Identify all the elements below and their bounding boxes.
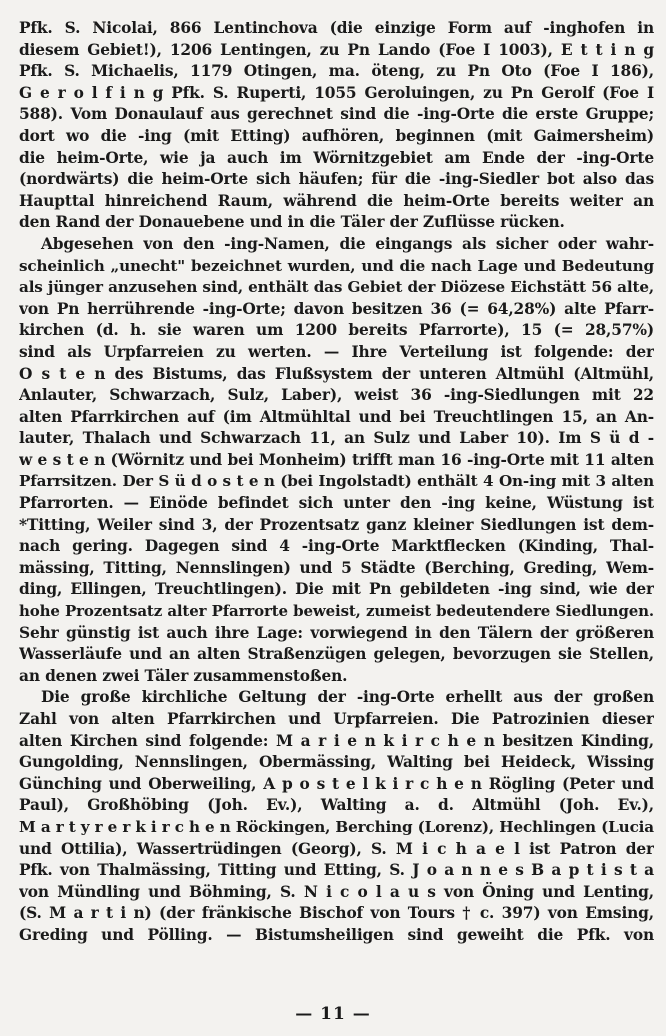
text-line: sind als Urpfarreien zu werten. — Ihre Verteilung ist folgende: der [19, 342, 654, 361]
text-line: O s t e n des Bistums, das Flußsystem der unteren Altmühl (Altmühl, [19, 364, 654, 383]
text-line: G e r o l f i n g Pfk. S. Ruperti, 1055 Geroluingen, zu Pn Gerolf (Foe I [19, 83, 654, 102]
paragraph-1 [19, 18, 654, 234]
text-line: Haupttal hinreichend Raum, während die heim-Orte bereits weiter an [19, 191, 654, 210]
text-line: dort wo die -ing (mit Etting) aufhören, beginnen (mit Gaimersheim) [19, 126, 654, 145]
page-number: — 11 — [295, 1004, 371, 1024]
text-line: Pfk. S. Michaelis, 1179 Otingen, ma. öteng, zu Pn Oto (Foe I 186), [19, 62, 654, 81]
text-line: von Pn herrührende -ing-Orte; davon besitzen 36 (= 64,28%) alte Pfarr- [19, 299, 654, 318]
text-line: Günching und Oberweiling, A p o s t e l k i r c h e n Rögling (Peter und [19, 774, 654, 793]
text-line: w e s t e n (Wörnitz und bei Monheim) trifft man 16 -ing-Orte mit 11 alten [19, 450, 654, 469]
text-line: hohe Prozentsatz alter Pfarrorte beweist, zumeist bedeutendere Siedlungen. [19, 602, 654, 621]
text-line: Gungolding, Nennslingen, Obermässing, Walting bei Heideck, Wissing [19, 753, 654, 772]
text-line: (nordwärts) die heim-Orte sich häufen; für die -ing-Siedler bot also das [19, 170, 654, 189]
text-line: die heim-Orte, wie ja auch im Wörnitzgebiet am Ende der -ing-Orte [19, 148, 654, 167]
text-line: *Titting, Weiler sind 3, der Prozentsatz ganz kleiner Siedlungen ist dem- [19, 515, 654, 534]
text-line: Die große kirchliche Geltung der -ing-Orte erhellt aus der großen [41, 688, 654, 707]
text-line: von Mündling und Böhming, S. N i c o l a u s von Öning und Lenting, [19, 882, 654, 901]
text-line: 588). Vom Donaulauf aus gerechnet sind die -ing-Orte die erste Gruppe; [19, 105, 654, 124]
text-line: diesem Gebiet!), 1206 Lentingen, zu Pn Lando (Foe I 1003), E t t i n g [19, 40, 654, 59]
text-line: alten Kirchen sind folgende: M a r i e n k i r c h e n besitzen Kinding, [19, 731, 654, 750]
text-line: lauter, Thalach und Schwarzach 11, an Sulz und Laber 10). Im S ü d - [19, 429, 654, 448]
text-line: Sehr günstig ist auch ihre Lage: vorwiegend in den Tälern der größeren [19, 623, 654, 642]
text-line: und Ottilia), Wassertrüdingen (Georg), S. M i c h a e l ist Patron der [19, 839, 654, 858]
text-line: mässing, Titting, Nennslingen) und 5 Städte (Berching, Greding, Wem- [19, 558, 654, 577]
text-line: (S. M a r t i n) (der fränkische Bischof von Tours † c. 397) von Emsing, [19, 904, 654, 923]
text-line: kirchen (d. h. sie waren um 1200 bereits Pfarrorte), 15 (= 28,57%) [19, 321, 654, 340]
text-line: als jünger anzusehen sind, enthält das Gebiet der Diözese Eichstätt 56 alte, [19, 278, 654, 297]
paragraph-3 [19, 687, 654, 946]
paragraph-2 [19, 234, 654, 687]
text-line: nach gering. Dagegen sind 4 -ing-Orte Marktflecken (Kinding, Thal- [19, 537, 654, 556]
text-line: den Rand der Donauebene und in die Täler der Zuflüsse rücken. [19, 213, 565, 232]
text-line: an denen zwei Täler zusammenstoßen. [19, 666, 348, 685]
text-line: scheinlich „unecht" bezeichnet wurden, und die nach Lage und Bedeutung [19, 256, 654, 275]
text-line: ding, Ellingen, Treuchtlingen). Die mit Pn gebildeten -ing sind, wie der [19, 580, 654, 599]
text-line: Zahl von alten Pfarrkirchen und Urpfarreien. Die Patrozinien dieser [19, 710, 654, 728]
text-line: M a r t y r e r k i r c h e n Röckingen, Berching (Lorenz), Hechlingen (Lucia [19, 817, 654, 836]
text-line: Anlauter, Schwarzach, Sulz, Laber), weist 36 -ing-Siedlungen mit 22 [19, 386, 654, 405]
text-line: Paul), Großhöbing (Joh. Ev.), Walting a. d. Altmühl (Joh. Ev.), [19, 796, 654, 815]
text-line: Abgesehen von den -ing-Namen, die eingangs als sicher oder wahr- [41, 234, 654, 253]
text-line: Pfarrorten. — Einöde befindet sich unter den -ing keine, Wüstung ist [19, 494, 654, 513]
text-line: Pfarrsitzen. Der S ü d o s t e n (bei Ingolstadt) enthält 4 On-ing mit 3 alten [19, 472, 654, 491]
text-line: Pfk. von Thalmässing, Titting und Etting, S. J o a n n e s B a p t i s t a [19, 861, 654, 880]
text-line: alten Pfarrkirchen auf (im Altmühltal und bei Treuchtlingen 15, an An- [19, 407, 654, 426]
text-line: Wasserläufe und an alten Straßenzügen gelegen, bevorzugen sie Stellen, [19, 645, 654, 664]
text-line: Greding und Pölling. — Bistumsheiligen sind geweiht die Pfk. von [19, 925, 654, 944]
text-line: Pfk. S. Nicolai, 866 Lentinchova (die einzige Form auf -inghofen in [19, 19, 654, 37]
